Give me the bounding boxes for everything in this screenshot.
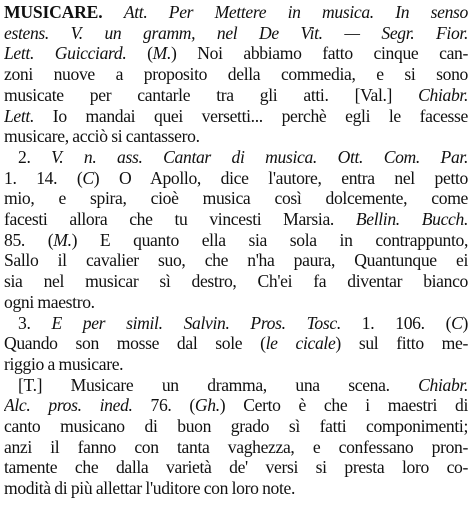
entry-line bbox=[4, 271, 468, 292]
text-segment: mio, e spira, cioè musica così dolcemente, come bbox=[4, 188, 468, 209]
text-segment: ) E quanto ella sia sola in contrappunto, bbox=[71, 229, 468, 250]
entry-line bbox=[4, 333, 468, 354]
entry-line bbox=[4, 313, 468, 334]
entry-line bbox=[4, 457, 468, 478]
text-segment: [T.] Musicare un dramma, una scena. bbox=[18, 374, 419, 395]
text-segment: ogni maestro. bbox=[4, 291, 95, 312]
text-segment: 2. bbox=[18, 146, 52, 167]
text-segment: ) bbox=[462, 312, 468, 333]
text-segment: ( bbox=[126, 43, 153, 64]
italic-text: Chiabr. bbox=[418, 84, 468, 105]
entry-line bbox=[4, 354, 468, 375]
entry-line bbox=[4, 64, 468, 85]
italic-text: Gh. bbox=[194, 395, 220, 416]
italic-text: Chiabr. bbox=[418, 374, 468, 395]
text-segment: 3. bbox=[18, 312, 52, 333]
italic-text: M. bbox=[152, 43, 172, 64]
italic-text: Lett. Guicciard. bbox=[4, 43, 127, 64]
entry-line bbox=[4, 375, 468, 396]
text-segment: 85. ( bbox=[4, 229, 54, 250]
entry-line bbox=[4, 209, 468, 230]
entry-line bbox=[4, 478, 468, 499]
text-segment: ) Certo è che i maestri di bbox=[219, 395, 468, 416]
text-segment: musicare, acciò si cantassero. bbox=[4, 126, 200, 147]
italic-text: C bbox=[451, 312, 463, 333]
text-segment: tamente che dalla varietà de' versi si presta loro co- bbox=[4, 457, 468, 478]
entry-line bbox=[4, 2, 468, 23]
entry-line bbox=[4, 188, 468, 209]
italic-text: Att. Per Mettere in musica. In senso bbox=[123, 2, 468, 22]
italic-text: Lett. bbox=[4, 105, 35, 126]
entry-line bbox=[4, 106, 468, 127]
entry-line bbox=[4, 43, 468, 64]
text-segment: ) sul fitto me- bbox=[335, 333, 468, 354]
text-segment: riggio a musicare. bbox=[4, 353, 124, 374]
italic-text: Alc. pros. ined. bbox=[4, 395, 133, 416]
text-segment: canto musicano di buon grado sì fatti componimenti; bbox=[4, 416, 468, 437]
italic-text: E per simil. Salvin. Pros. Tosc. bbox=[51, 312, 341, 333]
text-segment: facesti allora che tu vincesti Marsia. bbox=[4, 209, 356, 230]
text-segment: modità di più allettar l'uditore con loro note. bbox=[4, 478, 296, 499]
text-segment: anzi il fanno con tanta vaghezza, e confessano pron- bbox=[4, 436, 468, 457]
text-segment: 1. 106. ( bbox=[340, 312, 452, 333]
italic-text: C bbox=[82, 167, 94, 188]
entry-line bbox=[4, 230, 468, 251]
italic-text: M. bbox=[53, 229, 72, 250]
headword: MUSICARE. bbox=[4, 2, 103, 22]
entry-line bbox=[4, 126, 468, 147]
text-segment: Quando son mosse dal sole ( bbox=[4, 333, 266, 354]
text-segment: 76. ( bbox=[132, 395, 195, 416]
entry-line bbox=[4, 23, 468, 44]
entry-line bbox=[4, 168, 468, 189]
italic-text: le cicale bbox=[265, 333, 336, 354]
entry-line bbox=[4, 416, 468, 437]
italic-text: Bellin. Bucch. bbox=[355, 209, 468, 230]
text-segment: 1. 14. ( bbox=[4, 167, 83, 188]
entry-line bbox=[4, 147, 468, 168]
text-segment: Sallo il cavalier suo, che n'ha paura, Quantunque ei bbox=[4, 250, 468, 271]
entry-line bbox=[4, 437, 468, 458]
text-segment: musicate per cantarle tra gli atti. [Val.] bbox=[4, 84, 419, 105]
entry-line bbox=[4, 395, 468, 416]
italic-text: estens. V. un gramm, nel De Vit. — Segr. Fior. bbox=[4, 22, 468, 43]
text-segment: ) Noi abbiamo fatto cinque can- bbox=[171, 43, 468, 64]
text-segment: ) O Apollo, dice l'autore, entra nel petto bbox=[93, 167, 468, 188]
italic-text: V. n. ass. Cantar di musica. Ott. Com. Par. bbox=[51, 146, 468, 167]
text-segment: zoni nuove a proposito della commedia, e si sono bbox=[4, 64, 468, 85]
text-segment: sia nel musicar sì destro, Ch'ei fa diventar bianco bbox=[4, 271, 468, 292]
entry-line bbox=[4, 292, 468, 313]
entry-line bbox=[4, 85, 468, 106]
text-segment: Io mandai quei versetti... perchè egli le facesse bbox=[34, 105, 468, 126]
entry-line bbox=[4, 250, 468, 271]
text-segment bbox=[102, 2, 123, 22]
